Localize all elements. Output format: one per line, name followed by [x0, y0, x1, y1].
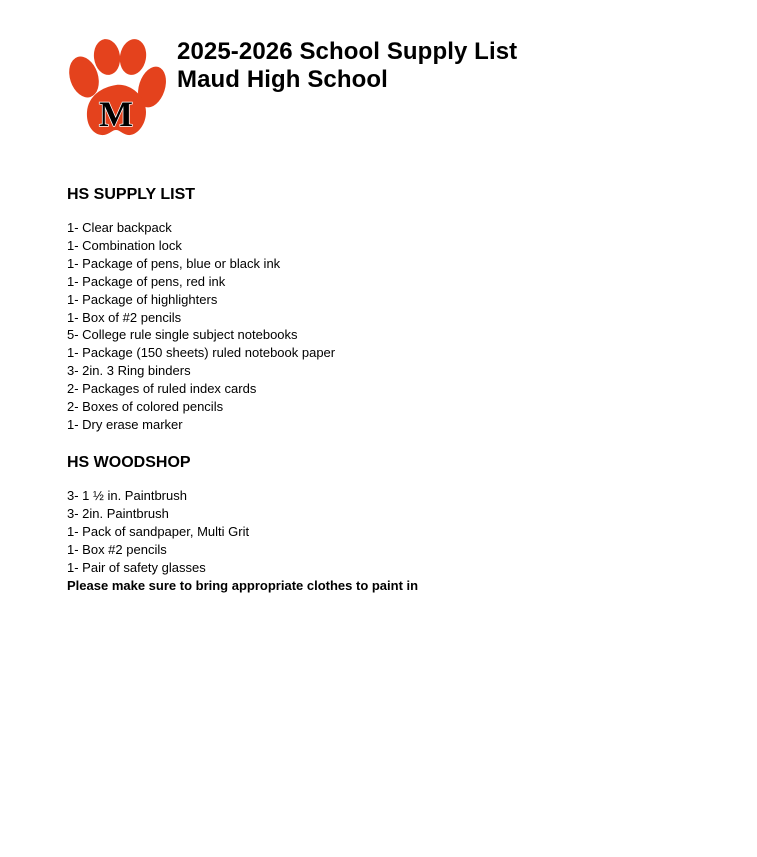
- list-item: 1- Package of pens, red ink: [67, 273, 226, 289]
- list-item: 1- Box #2 pencils: [67, 541, 167, 557]
- list-item: 2- Boxes of colored pencils: [67, 399, 224, 415]
- title-line-2: Maud High School: [177, 66, 388, 93]
- list-item: 1- Package of pens, blue or black ink: [67, 255, 281, 271]
- list-item: 1- Pair of safety glasses: [67, 559, 206, 575]
- title-line-1: 2025-2026 School Supply List: [177, 38, 518, 65]
- list-item: 1- Dry erase marker: [67, 416, 183, 432]
- document-title: [177, 38, 517, 94]
- paw-toe-3: [117, 38, 149, 77]
- woodshop-note: Please make sure to bring appropriate clothes to paint in: [67, 577, 419, 593]
- logo-letter: M: [99, 94, 133, 134]
- list-item: 2- Packages of ruled index cards: [67, 381, 257, 397]
- list-item: 1- Pack of sandpaper, Multi Grit: [67, 523, 250, 539]
- list-item: 3- 2in. Paintbrush: [67, 505, 169, 521]
- list-item: 1- Clear backpack: [67, 220, 172, 235]
- list-item: 5- College rule single subject notebooks: [67, 327, 298, 343]
- hs-woodshop-heading: HS WOODSHOP: [67, 454, 191, 471]
- paw-print-logo: [66, 38, 168, 138]
- list-item: 3- 1 ½ in. Paintbrush: [67, 488, 187, 503]
- hs-woodshop-list: [67, 487, 418, 594]
- list-item: 1- Package of highlighters: [67, 291, 218, 307]
- list-item: 1- Box of #2 pencils: [67, 309, 182, 325]
- list-item: 3- 2in. 3 Ring binders: [67, 363, 191, 379]
- list-item: 1- Package (150 sheets) ruled notebook paper: [67, 345, 336, 361]
- hs-supply-heading: HS SUPPLY LIST: [67, 186, 196, 203]
- hs-supply-list: [67, 219, 335, 434]
- list-item: 1- Combination lock: [67, 237, 182, 253]
